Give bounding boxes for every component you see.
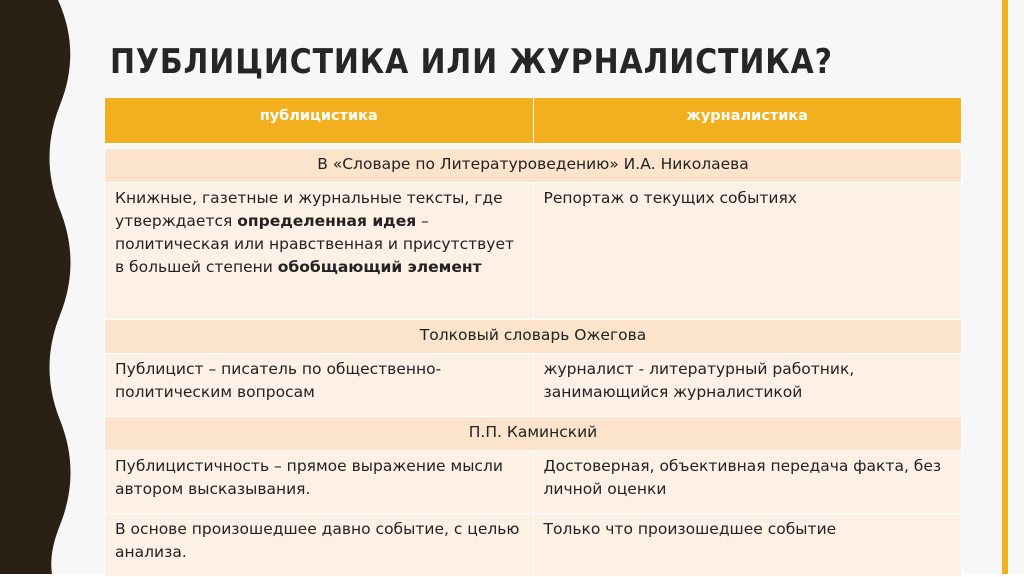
cell-publicistics: Публицист – писатель по общественно-политическим вопросам — [105, 354, 534, 417]
source-label: Толковый словарь Ожегова — [105, 320, 962, 354]
table-row — [105, 514, 962, 577]
header-publicistics: публицистика — [105, 98, 534, 144]
cell-publicistics: Публицистичность – прямое выражение мысли автором высказывания. — [105, 451, 534, 514]
cell-journalism: Достоверная, объективная передача факта, без личной оценки — [533, 451, 962, 514]
source-row — [105, 417, 962, 451]
cell-journalism: Репортаж о текущих событиях — [533, 183, 962, 320]
table-header-row — [105, 98, 962, 144]
comparison-table — [104, 97, 962, 577]
cell-text: – политическая или нравственная и присутствует в большей степени — [115, 212, 515, 276]
cell-text: Книжные, газетные и журнальные тексты, где утверждается — [115, 189, 503, 230]
header-journalism: журналистика — [533, 98, 962, 144]
source-label: П.П. Каминский — [105, 417, 962, 451]
highlight-text: определенная идея — [237, 212, 417, 230]
cell-journalism: Только что произошедшее событие — [533, 514, 962, 577]
cell-publicistics: В основе произошедшее давно событие, с целью анализа. — [105, 514, 534, 577]
accent-bar — [1002, 0, 1008, 574]
cell-publicistics — [105, 183, 534, 320]
highlight-text: обобщающий элемент — [277, 258, 482, 276]
slide-title: ПУБЛИЦИСТИКА ИЛИ ЖУРНАЛИСТИКА? — [110, 42, 833, 82]
source-label: В «Словаре по Литературоведению» И.А. Николаева — [105, 149, 962, 183]
table-row — [105, 451, 962, 514]
cell-journalism: журналист - литературный работник, занимающийся журналистикой — [533, 354, 962, 417]
table-row — [105, 354, 962, 417]
source-row — [105, 149, 962, 183]
decorative-wave-bar — [0, 0, 80, 574]
table-row — [105, 183, 962, 320]
source-row — [105, 320, 962, 354]
